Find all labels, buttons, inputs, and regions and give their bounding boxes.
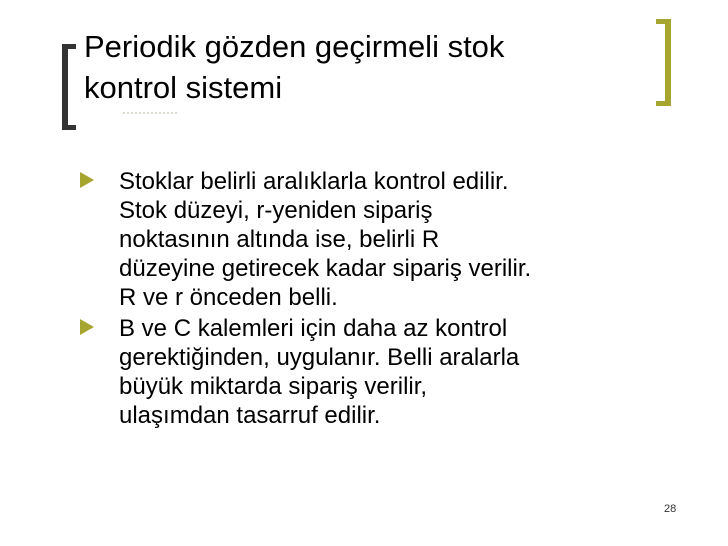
page-number: 28 <box>664 503 677 515</box>
left-bracket-cap-bottom <box>62 125 76 130</box>
triangle-bullet-icon <box>80 319 94 335</box>
right-bracket-decoration <box>656 19 671 106</box>
left-bracket-decoration <box>62 44 76 130</box>
bullet-2-line-1: B ve C kalemleri için daha az kontrol <box>119 315 508 342</box>
bullet-item-2 <box>78 314 688 430</box>
title-line-1: Periodik gözden geçirmeli stok <box>84 29 505 64</box>
bullet-2-line-2: gerektiğinden, uygulanır. Belli aralarla <box>119 344 520 371</box>
left-bracket-cap-top <box>62 44 76 49</box>
right-bracket-cap-bottom <box>656 101 671 106</box>
bullet-1-line-4: düzeyine getirecek kadar sipariş verilir. <box>119 255 532 282</box>
bullet-1-line-3: noktasının altında ise, belirli R <box>119 226 440 253</box>
bullet-2-line-4: ulaşımdan tasarruf edilir. <box>119 402 381 429</box>
right-bracket-bar <box>665 19 671 106</box>
title-line-2: kontrol sistemi <box>84 70 283 105</box>
triangle-bullet-icon <box>80 172 94 188</box>
bullet-1-line-5: R ve r önceden belli. <box>119 284 338 311</box>
title-dotted-decoration <box>122 111 178 116</box>
slide-title <box>84 26 644 108</box>
bullet-1-line-2: Stok düzeyi, r-yeniden sipariş <box>119 197 433 224</box>
right-bracket-cap-top <box>656 19 671 24</box>
bullet-item-1 <box>78 167 688 312</box>
bullet-1-line-1: Stoklar belirli aralıklarla kontrol edilir. <box>119 168 509 195</box>
bullet-list <box>78 167 688 432</box>
bullet-2-line-3: büyük miktarda sipariş verilir, <box>119 373 428 400</box>
left-bracket-bar <box>62 44 68 130</box>
